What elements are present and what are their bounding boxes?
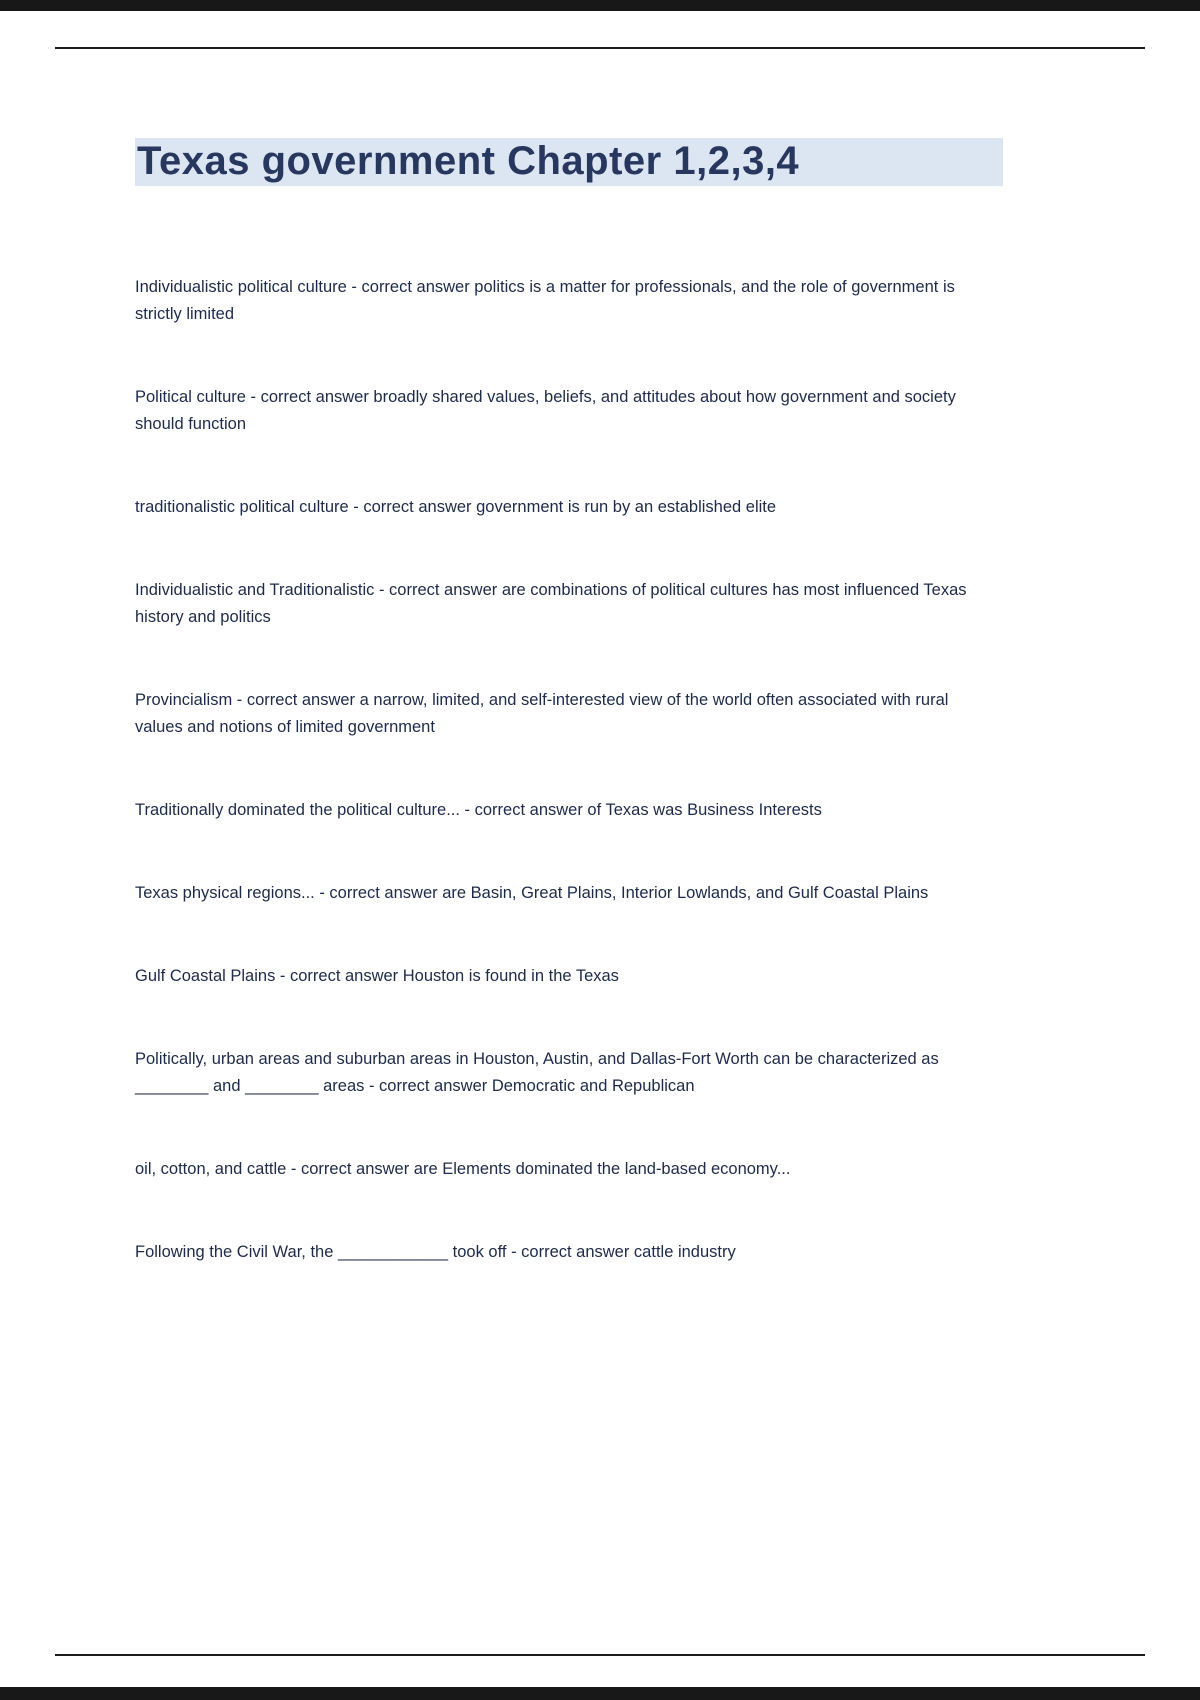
qa-paragraph: oil, cotton, and cattle - correct answer are Elements dominated the land-based economy... bbox=[135, 1160, 791, 1178]
qa-paragraph: Following the Civil War, the ____________ took off - correct answer cattle industry bbox=[135, 1243, 736, 1261]
qa-paragraph: Individualistic political culture - correct answer politics is a matter for professionals, and the role of government is strictly limited bbox=[135, 278, 955, 323]
qa-paragraph: Individualistic and Traditionalistic - correct answer are combinations of political cultures has most influenced Texas history and politics bbox=[135, 581, 967, 626]
page-edge-top-bar bbox=[0, 0, 1200, 11]
qa-paragraph: Gulf Coastal Plains - correct answer Houston is found in the Texas bbox=[135, 967, 619, 985]
qa-paragraph: Political culture - correct answer broadly shared values, beliefs, and attitudes about how government and society should function bbox=[135, 388, 956, 433]
footer-rule bbox=[55, 1654, 1145, 1656]
qa-paragraph: Traditionally dominated the political culture... - correct answer of Texas was Business Interests bbox=[135, 801, 822, 819]
header-rule bbox=[55, 47, 1145, 49]
qa-paragraph: Provincialism - correct answer a narrow, limited, and self-interested view of the world often associated with rural values and notions of limited government bbox=[135, 691, 949, 736]
page-title: Texas government Chapter 1,2,3,4 bbox=[135, 138, 1003, 186]
page-edge-bottom-bar bbox=[0, 1687, 1200, 1700]
qa-paragraph: Texas physical regions... - correct answer are Basin, Great Plains, Interior Lowlands, and Gulf Coastal Plains bbox=[135, 884, 929, 902]
document-content bbox=[135, 138, 1003, 1322]
qa-paragraph: traditionalistic political culture - correct answer government is run by an established elite bbox=[135, 498, 777, 516]
qa-list bbox=[135, 274, 1003, 1266]
qa-paragraph: Politically, urban areas and suburban areas in Houston, Austin, and Dallas-Fort Worth can be characterized as ________ and ________ areas - correct answer Democratic and Republican bbox=[135, 1050, 939, 1095]
